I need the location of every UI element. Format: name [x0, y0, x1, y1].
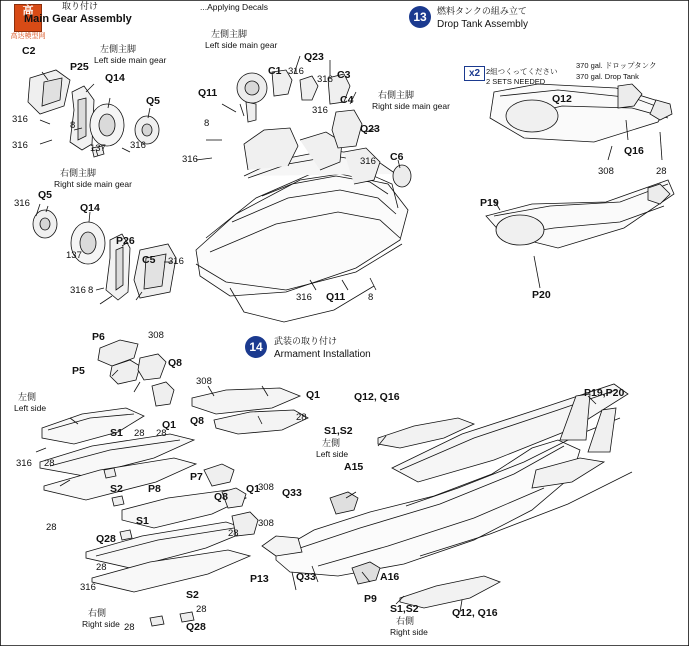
label-left-side2-en: Left side [316, 449, 349, 459]
part-code-c2: C2 [22, 45, 36, 57]
part-code-q28-b: Q28 [186, 621, 206, 633]
part-code-p8: P8 [148, 483, 161, 495]
label-left-main-gear-jp: 左側主脚 [100, 44, 137, 54]
step-13-note-en: 2 SETS NEEDED [486, 77, 546, 86]
part-code-316-a: 316 [12, 114, 28, 125]
part-code-q33-b: Q33 [296, 571, 316, 583]
part-code-316-m: 316 [16, 458, 32, 469]
part-code-8-a: 8 [70, 120, 76, 131]
part-code-s2-a: S2 [110, 483, 123, 495]
part-code-28-f: 28 [46, 522, 57, 533]
label-left-main-gear-en: Left side main gear [94, 55, 167, 65]
part-code-137-a: 137 [90, 143, 106, 154]
part-code-s1-a: S1 [110, 427, 123, 439]
part-code-p26: P26 [116, 235, 135, 247]
label-right-main-gear-en: Right side main gear [54, 179, 132, 189]
part-code-q23-b: Q23 [360, 123, 380, 135]
part-code-316-h: 316 [288, 66, 304, 77]
part-code-308-d: 308 [258, 518, 274, 529]
part-code-28-e: 28 [228, 528, 239, 539]
part-code-p5: P5 [72, 365, 85, 377]
label-bay-right-jp: 右側主脚 [378, 90, 415, 100]
step-13-title-en: Drop Tank Assembly [437, 19, 528, 30]
part-code-q14-b: Q14 [80, 202, 100, 214]
part-code-316-g: 316 [182, 154, 198, 165]
part-code-137-b: 137 [66, 250, 82, 261]
label-right-side2-jp: 右側 [396, 616, 415, 626]
label-left-side-jp: 左側 [18, 392, 37, 402]
part-code-8-d: 8 [368, 292, 374, 303]
part-code-q5-b: Q5 [38, 189, 53, 201]
step-12-title-en: Main Gear Assembly [24, 13, 132, 25]
drop-tank-spec-jp: 370 gal. ドロップタンク [576, 61, 657, 70]
part-code-p9: P9 [364, 593, 377, 605]
part-code-q5: Q5 [146, 95, 161, 107]
top-fragment-jp: 取り付け [62, 1, 99, 11]
part-code-28-dt: 28 [656, 166, 667, 177]
part-code-q11-b: Q11 [326, 291, 346, 303]
logo-text: 高 [22, 5, 34, 17]
part-code-q12q16-a: Q12, Q16 [354, 391, 400, 403]
label-right-main-gear-jp: 右側主脚 [60, 168, 97, 178]
part-code-316-c: 316 [130, 140, 146, 151]
part-code-316-j: 316 [312, 105, 328, 116]
part-code-316-k: 316 [360, 156, 376, 167]
part-code-q33-a: Q33 [282, 487, 302, 499]
logo-caption: 高达模型网 [10, 33, 46, 40]
part-code-28-a: 28 [296, 412, 307, 423]
part-code-8-b: 8 [88, 285, 94, 296]
part-code-c3: C3 [337, 69, 351, 81]
part-code-s1s2-b: S1,S2 [390, 603, 419, 615]
part-code-q8-b: Q8 [190, 415, 205, 427]
part-code-316-n: 316 [80, 582, 96, 593]
part-code-a16: A16 [380, 571, 400, 583]
label-left-side-en: Left side [14, 403, 47, 413]
part-code-28-g: 28 [96, 562, 107, 573]
part-code-p7: P7 [190, 471, 203, 483]
part-code-q16: Q16 [624, 145, 644, 157]
part-code-c1: C1 [268, 65, 282, 77]
part-code-q28-a: Q28 [96, 533, 116, 545]
part-code-8-c: 8 [204, 118, 210, 129]
part-code-c4: C4 [340, 94, 354, 106]
part-code-q1-b: Q1 [162, 419, 177, 431]
part-code-p25: P25 [70, 61, 89, 73]
part-code-316-b: 316 [12, 140, 28, 151]
part-code-p19p20: P19,P20 [584, 387, 625, 399]
step-14-title-en: Armament Installation [274, 349, 371, 360]
label-bay-left-jp: 左側主脚 [211, 29, 248, 39]
part-code-28-b: 28 [134, 428, 145, 439]
part-code-q12: Q12 [552, 93, 572, 105]
part-code-316-d: 316 [168, 256, 184, 267]
part-code-p6: P6 [92, 331, 105, 343]
part-code-c6: C6 [390, 151, 404, 163]
part-code-28-c: 28 [156, 428, 167, 439]
top-fragment-en: ...Applying Decals [200, 2, 269, 12]
part-code-q14: Q14 [105, 72, 125, 84]
step-13-note-jp: 2組つくってください [486, 67, 558, 76]
part-code-28-h: 28 [196, 604, 207, 615]
part-code-p13: P13 [250, 573, 269, 585]
part-code-s1-b: S1 [136, 515, 149, 527]
part-code-316-i: 316 [317, 74, 333, 85]
part-code-s2-b: S2 [186, 589, 199, 601]
part-code-308-b: 308 [196, 376, 212, 387]
part-code-q23-a: Q23 [304, 51, 324, 63]
part-code-308-a: 308 [148, 330, 164, 341]
part-code-c5: C5 [142, 254, 156, 266]
label-right-side-jp: 右側 [88, 608, 107, 618]
part-code-q8-c: Q8 [214, 491, 229, 503]
part-code-q1-c: Q1 [246, 483, 261, 495]
part-code-28-d: 28 [44, 458, 55, 469]
part-code-p20: P20 [532, 289, 551, 301]
part-code-28-i: 28 [124, 622, 135, 633]
part-code-q11: Q11 [198, 87, 218, 99]
step-14-title-jp: 武装の取り付け [274, 336, 338, 346]
part-code-s1s2-a: S1,S2 [324, 425, 353, 437]
part-code-p19: P19 [480, 197, 499, 209]
part-code-q12q16-b: Q12, Q16 [452, 607, 498, 619]
part-code-308-dt: 308 [598, 166, 614, 177]
step-14-number: 14 [245, 336, 267, 358]
label-bay-right-en: Right side main gear [372, 101, 450, 111]
part-code-308-c: 308 [258, 482, 274, 493]
step-13-set-count: x2 [464, 66, 485, 81]
drop-tank-spec-en: 370 gal. Drop Tank [576, 72, 639, 81]
label-bay-left-en: Left side main gear [205, 40, 278, 50]
part-code-q1-a: Q1 [306, 389, 321, 401]
part-code-a15: A15 [344, 461, 364, 473]
part-code-316-l: 316 [296, 292, 312, 303]
label-right-side2-en: Right side [390, 627, 428, 637]
label-left-side2-jp: 左側 [322, 438, 341, 448]
part-code-316-e: 316 [14, 198, 30, 209]
part-code-q8-a: Q8 [168, 357, 183, 369]
part-code-316-f: 316 [70, 285, 86, 296]
step-13-title-jp: 燃料タンクの組み立て [437, 6, 527, 16]
step-13-number: 13 [409, 6, 431, 28]
label-right-side-en: Right side [82, 619, 120, 629]
